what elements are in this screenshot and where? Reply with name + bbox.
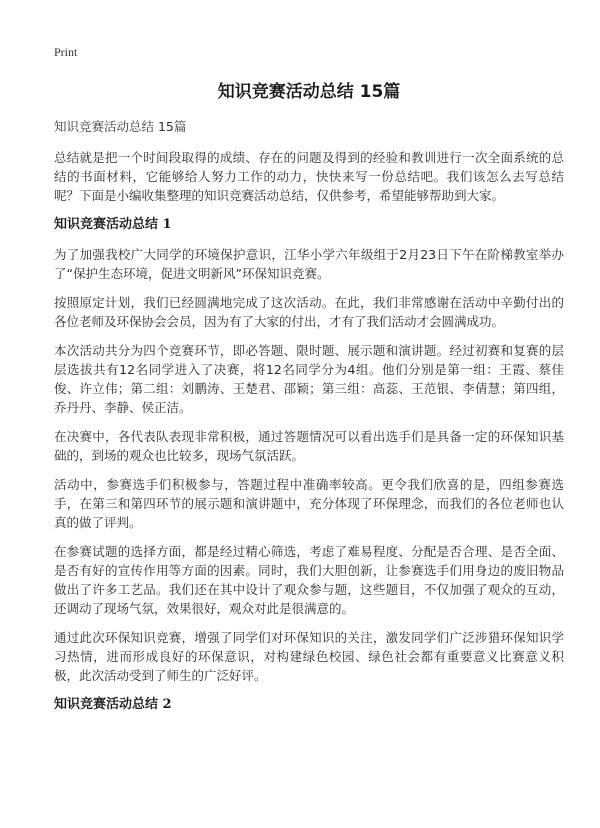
section-1-paragraph: 本次活动共分为四个竞赛环节，即必答题、限时题、展示题和演讲题。经过初赛和复赛的层层选拔共有12名同学进入了决赛，将12名同学分为4组。他们分别是第一组：王霞、蔡佳俊、许立伟；第二组：刘鹏涛、王楚君、邵颖；第三组：高蕊、王范银、李倩慧；第四组，乔丹丹、李静、侯正洁。 bbox=[54, 343, 564, 415]
section-1-paragraph: 活动中，参赛选手们积极参与，答题过程中准确率较高。更令我们欣喜的是，四组参赛选手，在第三和第四环节的展示题和演讲题中，充分体现了环保理念，而我们的各位老师也认真的做了评判。 bbox=[54, 477, 564, 530]
print-link[interactable]: Print bbox=[54, 45, 78, 59]
section-1-paragraph: 在参赛试题的选择方面，都是经过精心筛选，考虑了难易程度、分配是否合理、是否全面、是否有好的宣传作用等方面的因素。同时，我们大胆创新，让参赛选手们用身边的废旧物品做出了许多工艺品。我们还在其中设计了观众参与题，这些题目，不仅加强了观众的互动，还调动了现场气氛，效果很好，观众对此是很满意的。 bbox=[54, 544, 564, 616]
intro-paragraph: 总结就是把一个时间段取得的成绩、存在的问题及得到的经验和教训进行一次全面系统的总结的书面材料，它能够给人努力工作的动力，快快来写一份总结吧。我们该怎么去写总结呢？下面是小编收集整理的知识竞赛活动总结，仅供参考，希望能够帮助到大家。 bbox=[54, 150, 564, 203]
document-subtitle: 知识竞赛活动总结 15篇 bbox=[54, 119, 187, 134]
section-heading-1: 知识竞赛活动总结 1 bbox=[54, 217, 172, 232]
page-title: 知识竞赛活动总结 15篇 bbox=[217, 82, 401, 102]
section-1-paragraph: 通过此次环保知识竞赛，增强了同学们对环保知识的关注，激发同学们广泛涉猎环保知识学习热情，进而形成良好的环保意识，对构建绿色校园、绿色社会都有重要意义比赛意义积极，此次活动受到了师生的广泛好评。 bbox=[54, 630, 564, 683]
section-1-paragraph: 在决赛中，各代表队表现非常积极，通过答题情况可以看出选手们是具备一定的环保知识基础的，到场的观众也比较多，现场气氛活跃。 bbox=[54, 429, 564, 463]
section-1-paragraph: 按照原定计划，我们已经圆满地完成了这次活动。在此，我们非常感谢在活动中辛勤付出的各位老师及环保协会会员，因为有了大家的付出，才有了我们活动才会圆满成功。 bbox=[54, 295, 564, 329]
section-heading-2: 知识竞赛活动总结 2 bbox=[54, 697, 172, 712]
section-1-paragraph: 为了加强我校广大同学的环境保护意识，江华小学六年级组于2月23日下午在阶梯教室举办了“保护生态环境，促进文明新风”环保知识竞赛。 bbox=[54, 247, 564, 281]
